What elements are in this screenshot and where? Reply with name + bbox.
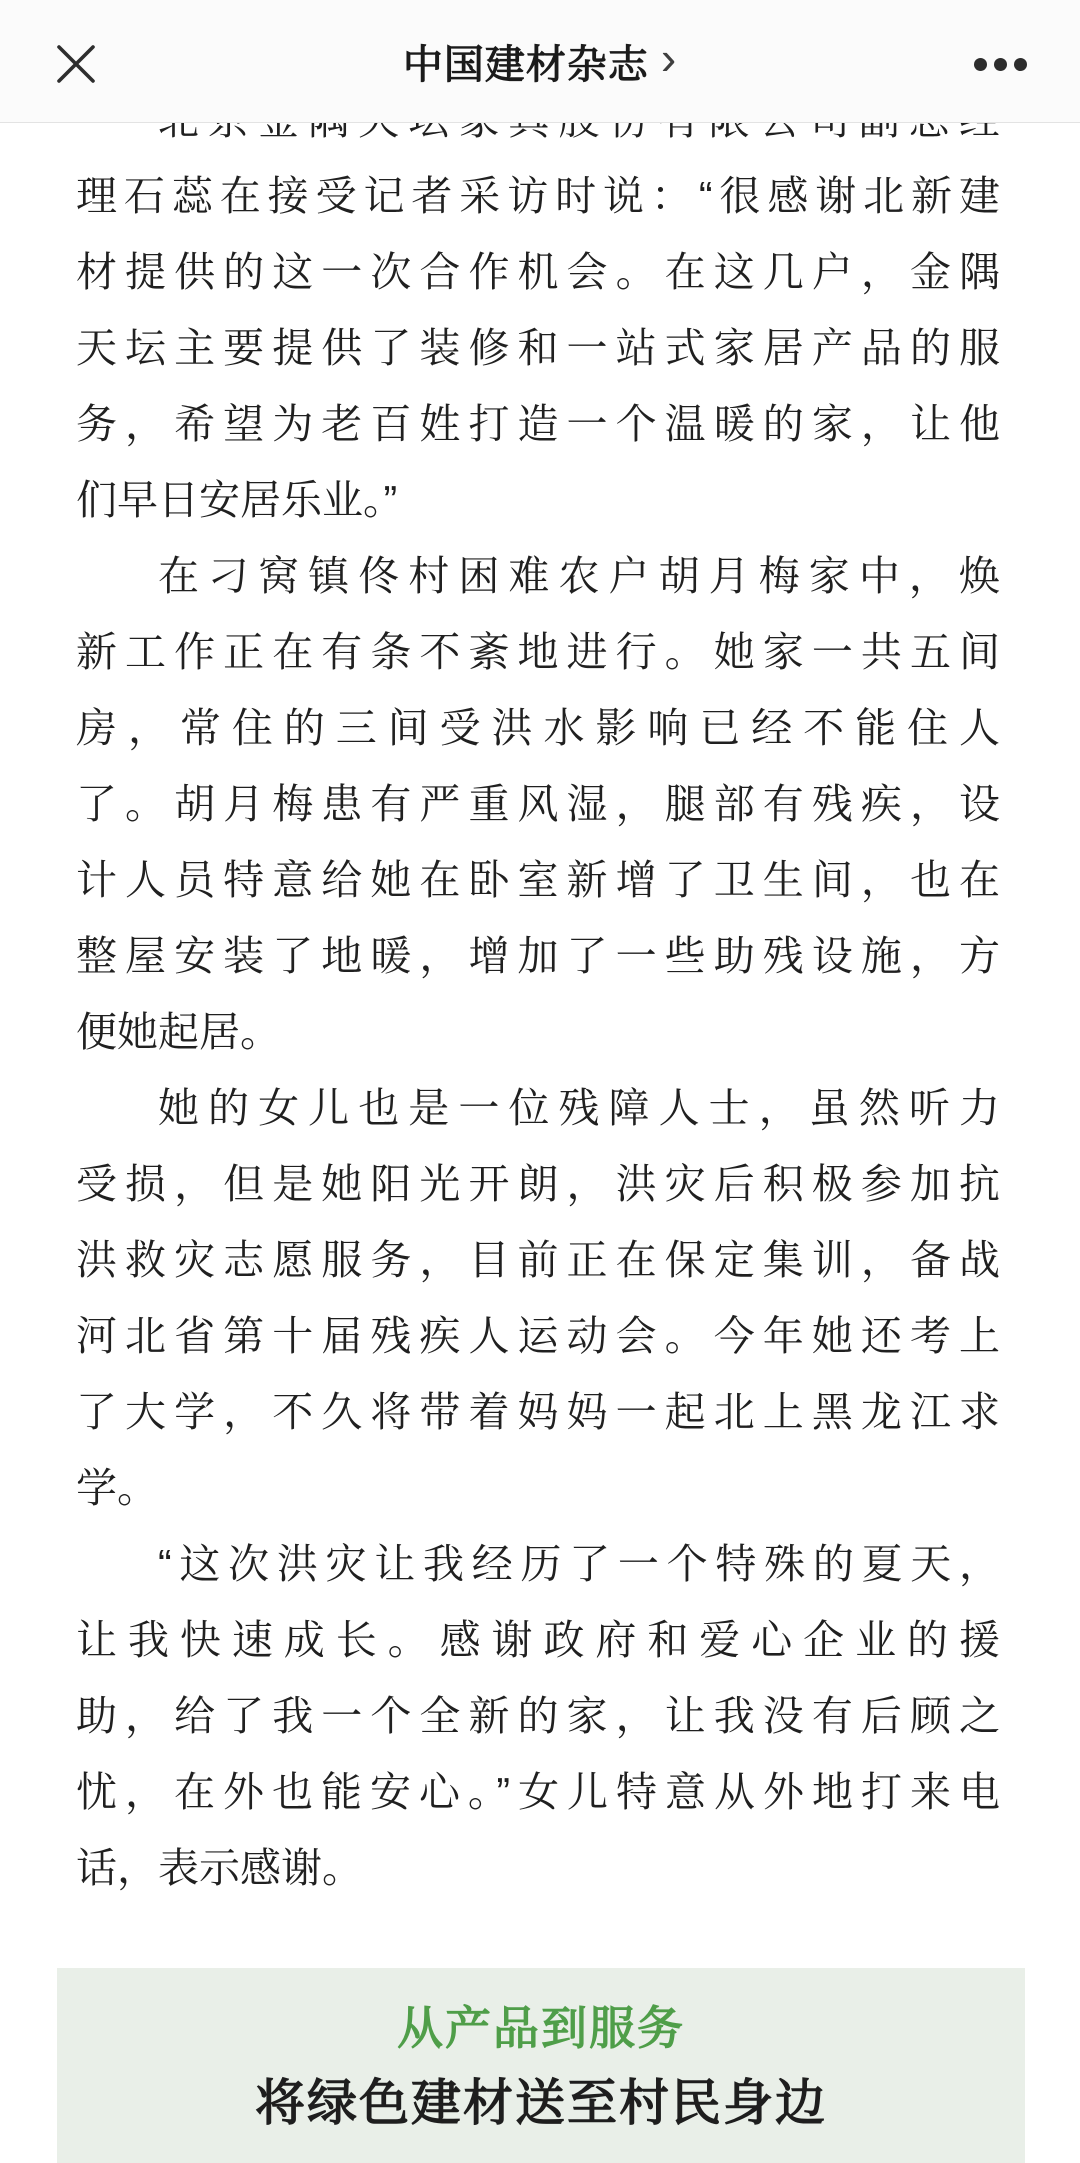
article-line: 洪救灾志愿服务，目前正在保定集训，备战 — [76, 1237, 1000, 1283]
article-line: 天坛主要提供了装修和一站式家居产品的服 — [76, 325, 1000, 371]
paragraph — [76, 538, 1000, 1070]
article-line: 河北省第十届残疾人运动会。今年她还考上 — [76, 1313, 1000, 1359]
article-line: 学。 — [76, 1465, 158, 1511]
article-line: 让我快速成长。感谢政府和爱心企业的援 — [76, 1617, 1000, 1663]
banner-subtitle: 从产品到服务 — [397, 2002, 685, 2054]
article-line: 务，希望为老百姓打造一个温暖的家，让他 — [76, 401, 1000, 447]
article-line: 房，常住的三间受洪水影响已经不能住人 — [76, 705, 1000, 751]
article-line: “这次洪灾让我经历了一个特殊的夏天， — [158, 1541, 1000, 1587]
article-line: 材提供的这一次合作机会。在这几户，金隅 — [76, 249, 1000, 295]
article-line: 了。胡月梅患有严重风湿，腿部有残疾，设 — [76, 781, 1000, 827]
navbar — [0, 0, 1080, 123]
more-button[interactable] — [970, 35, 1030, 93]
dot — [1014, 58, 1027, 71]
paragraph — [76, 1070, 1000, 1526]
article-line: 理石蕊在接受记者采访时说：“很感谢北新建 — [76, 173, 1000, 219]
dot — [974, 58, 987, 71]
article-line: 计人员特意给她在卧室新增了卫生间，也在 — [76, 857, 1000, 903]
banner-title: 将绿色建材送至村民身边 — [255, 2074, 827, 2131]
article-line: 整屋安装了地暖，增加了一些助残设施，方 — [76, 933, 1000, 979]
article-line: 在刁窝镇佟村困难农户胡月梅家中，焕 — [158, 553, 1000, 599]
article-line: 忧，在外也能安心。”女儿特意从外地打来电 — [76, 1769, 1000, 1815]
paragraph — [76, 1526, 1000, 1906]
article-line: 新工作正在有条不紊地进行。她家一共五间 — [76, 629, 1000, 675]
article-line: 助，给了我一个全新的家，让我没有后顾之 — [76, 1693, 1000, 1739]
chevron-right-icon: › — [660, 32, 678, 84]
article-line: 们早日安居乐业。” — [76, 477, 398, 523]
promo-banner — [57, 1968, 1025, 2163]
article-line: 话，表示感谢。 — [76, 1845, 363, 1891]
article-line: 便她起居。 — [76, 1009, 281, 1055]
dot — [994, 58, 1007, 71]
page-title: 中国建材杂志 — [402, 42, 649, 87]
article-body — [76, 82, 1000, 1906]
article-line: 了大学，不久将带着妈妈一起北上黑龙江求 — [76, 1389, 1000, 1435]
article-line: 受损，但是她阳光开朗，洪灾后积极参加抗 — [76, 1161, 1000, 1207]
official-account-title[interactable] — [0, 0, 1080, 122]
paragraph — [76, 82, 1000, 538]
article-line: 她的女儿也是一位残障人士，虽然听力 — [158, 1085, 1000, 1131]
more-icon — [974, 58, 1027, 71]
